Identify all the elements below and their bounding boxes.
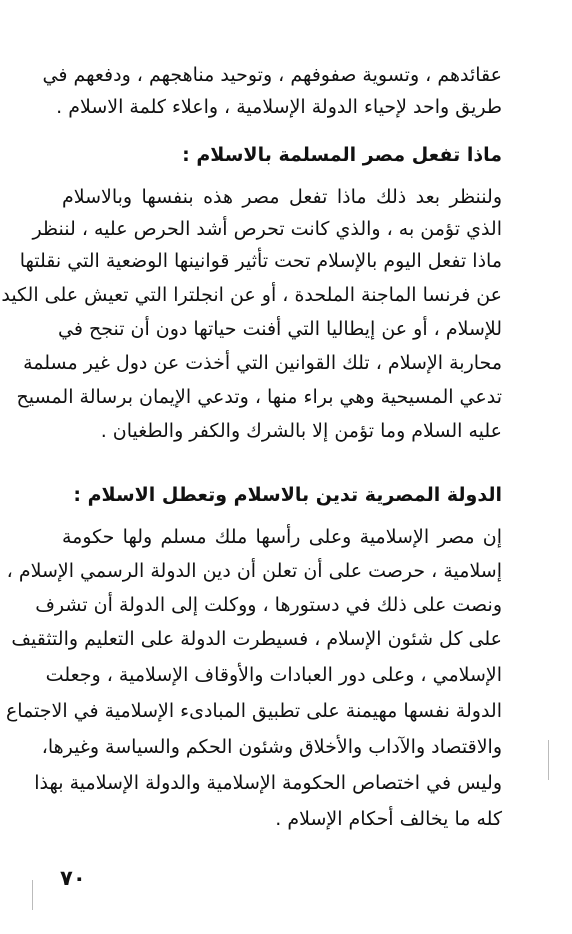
body-text-line: على كل شئون الإسلام ، فسيطرت الدولة على التعليم والتثقيف <box>11 628 502 650</box>
body-text-line: طريق واحد لإحياء الدولة الإسلامية ، واعلاء كلمة الاسلام . <box>56 96 502 118</box>
section-heading: ماذا تفعل مصر المسلمة بالاسلام : <box>182 144 502 166</box>
body-text-line: ونصت على ذلك في دستورها ، ووكلت إلى الدولة أن تشرف <box>35 594 502 616</box>
scan-mark <box>548 740 549 780</box>
body-text-line: الذي تؤمن به ، والذي كانت تحرص أشد الحرص عليه ، لننظر <box>32 218 502 240</box>
body-text-line: عن فرنسا الماجنة الملحدة ، أو عن انجلترا التي تعيش على الكيد <box>1 284 502 306</box>
body-text-line: ماذا تفعل اليوم بالإسلام تحت تأثير قوانينها الوضعية التي نقلتها <box>19 250 502 272</box>
body-text-line: والاقتصاد والآداب والأخلاق وشئون الحكم والسياسة وغيرها، <box>41 736 502 758</box>
body-text-line: محاربة الإسلام ، تلك القوانين التي أخذت عن دول غير مسلمة <box>23 352 502 374</box>
body-text-line: كله ما يخالف أحكام الإسلام . <box>275 808 502 830</box>
body-text-line: تدعي المسيحية وهي براء منها ، وتدعي الإيمان برسالة المسيح <box>16 386 502 408</box>
body-text-line: للإسلام ، أو عن إيطاليا التي أفنت حياتها دون أن تنجح في <box>57 318 502 340</box>
body-text-line: إسلامية ، حرصت على أن تعلن أن دين الدولة الرسمي الإسلام ، <box>6 560 502 582</box>
section-heading: الدولة المصرية تدين بالاسلام وتعطل الاسلام : <box>73 484 502 506</box>
scan-mark <box>32 880 33 910</box>
body-text-line: الدولة نفسها مهيمنة على تطبيق المبادىء الإسلامية في الاجتماع <box>5 700 502 722</box>
body-text-line: عليه السلام وما تؤمن إلا بالشرك والكفر والطغيان . <box>100 420 502 442</box>
page-number: ٧٠ <box>60 866 86 890</box>
body-text-line: ولننظر بعد ذلك ماذا تفعل مصر هذه بنفسها وبالاسلام <box>62 186 502 208</box>
body-text-line: إن مصر الإسلامية وعلى رأسها ملك مسلم ولها حكومة <box>62 526 502 548</box>
body-text-line: عقائدهم ، وتسوية صفوفهم ، وتوحيد مناهجهم ، ودفعهم في <box>42 64 502 86</box>
body-text-line: وليس في اختصاص الحكومة الإسلامية والدولة الإسلامية بهذا <box>34 772 502 794</box>
body-text-line: الإسلامي ، وعلى دور العبادات والأوقاف الإسلامية ، وجعلت <box>45 664 502 686</box>
